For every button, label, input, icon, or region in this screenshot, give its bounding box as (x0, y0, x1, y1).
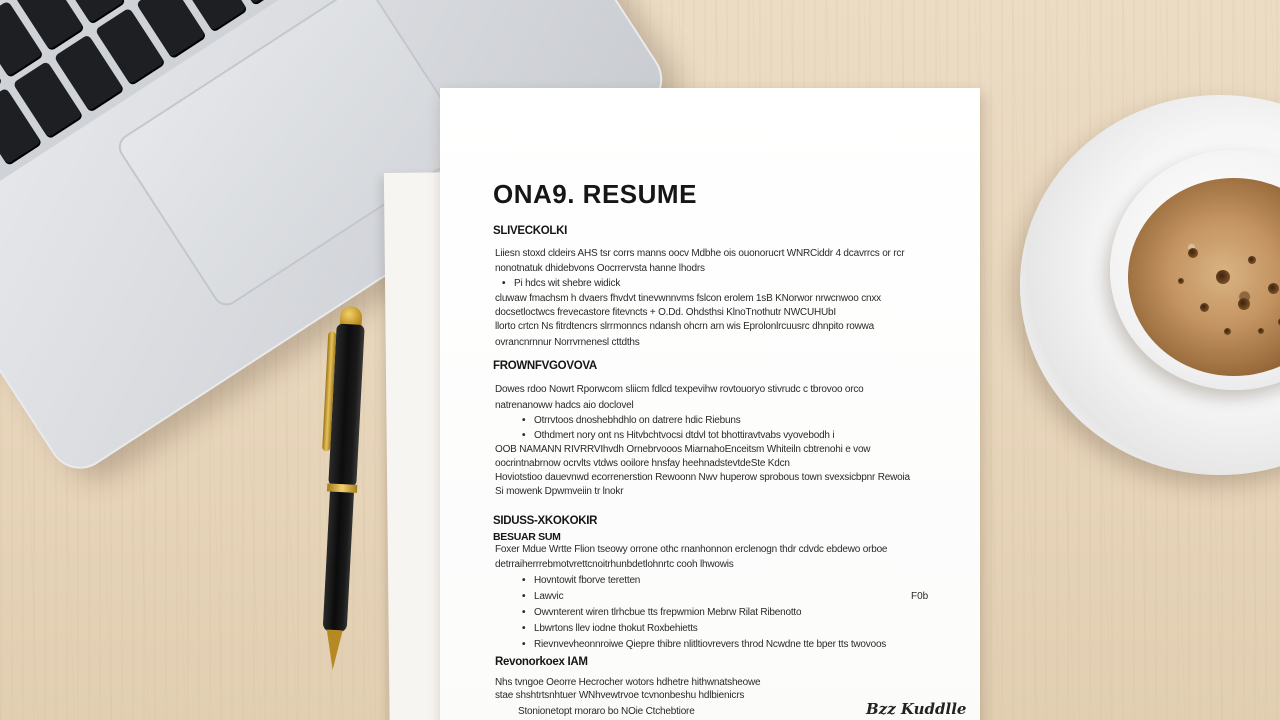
experience-line: • Otrrvtoos dnoshebhdhlo on datrere hdic Riebuns (522, 415, 741, 426)
skills-line: • Rievnvevheonnroiwe Qiepre thibre nlitltiovrevers throd Ncwdne tte bper tts twovoos (522, 639, 887, 650)
experience-line: Hoviotstioo dauevnwd ecorrenerstion Rewoonn Nwv huperow sprobous town svexsicbpnr Rewoia (495, 472, 910, 483)
section-heading: FROWNFVGOVOVA (493, 360, 597, 372)
extras-line: Nhs tvngoe Oeorre Hecrocher wotors hdhetre hithwnatsheowe (495, 677, 761, 688)
pen-body (323, 491, 354, 632)
summary-line: nonotnatuk dhidebvons Oocrrervsta hanne lhodrs (495, 263, 705, 274)
section-heading: SIDUSS-XKOKOKIR (493, 515, 598, 527)
skills-line: • Lbwrtons llev iodne thokut Roxbehietts (522, 623, 698, 634)
skills-line: • Hovntowit fborve teretten (522, 575, 641, 586)
summary-line: • Pi hdcs wit shebre widick (502, 278, 621, 289)
section-heading: SLIVECKOLKI (493, 225, 568, 237)
experience-line: OOB NAMANN RIVRRVIhvdh Ornebrvooos MiarnahoEnceitsm Whiteiln cbtrenohi e vow (495, 444, 871, 455)
skills-line: • Lawvic (522, 591, 564, 602)
summary-line: cluwaw fmachsm h dvaers fhvdvt tinevwnnvms fslcon erolem 1sB KNorwor nrwcnwoo cnxx (495, 293, 881, 304)
resume-title: ONA9. RESUME (493, 179, 697, 209)
fountain-pen (308, 305, 371, 677)
skills-line: Foxer Mdue Wrtte Flion tseowy orrone othc rnanhonnon erclenogn thdr cdvdc ebdewo orboe (495, 544, 888, 555)
experience-line: natrenanoww hadcs aio doclovel (495, 400, 634, 411)
summary-line: llorto crtcn Ns fitrdtencrs slrrmonncs ndansh ohcrn arn wis Eprolonlrcuusrc dhnpito rowwa (495, 321, 875, 332)
summary-line: ovrancnrnnur Norrvrnenesl cttdths (495, 337, 640, 348)
skills-line: detrraiherrrebmotvrettcnoitrhunbdetlohnrtc cooh lhwowis (495, 559, 734, 570)
pen-nib (325, 629, 343, 670)
skills-line: • Owvnterent wiren tlrhcbue tts frepwmion Mebrw Rilat Ribenotto (522, 607, 802, 618)
experience-line: oocrintnabrnow ocrvlts vtdws ooilore hnsfay heehnadstevtdeSte Kdcn (495, 458, 790, 469)
skills-date: F0b (911, 591, 929, 602)
extras-line: stae shshtrtsnhtuer WNhvewtrvoe tcvnonbeshu hdlbienicrs (495, 690, 745, 701)
experience-line: Dowes rdoo Nowrt Rporwcom sliicm fdlcd texpevihw rovtouoryo stivrudc c tbrovoo orco (495, 384, 864, 395)
experience-line: Si mowenk Dpwmveiin tr lnokr (495, 486, 624, 497)
section-subheading: BESUAR SUM (493, 531, 561, 543)
experience-line: • Othdmert nory ont ns Hitvbchtvocsi dtdvl tot bhottiravtvabs vyovebodh i (522, 430, 835, 441)
summary-line: Liiesn stoxd cldeirs AHS tsr corrs manns oocv Mdbhe ois ouonorucrt WNRCiddr 4 dcavrrcs or rcr (495, 248, 905, 259)
section-heading: Revonorkoex IAM (495, 656, 588, 668)
extras-line: Stonionetopt rnoraro bo NOie Ctchebtiore (518, 706, 695, 717)
signature: Bzz Kuddlle (866, 700, 967, 718)
summary-line: docsetloctwcs frevecastore fitevncts + O.Dd. Ohdsthsi KlnoTnothutr NWCUHUbI (495, 307, 836, 318)
resume-paper (440, 88, 980, 720)
